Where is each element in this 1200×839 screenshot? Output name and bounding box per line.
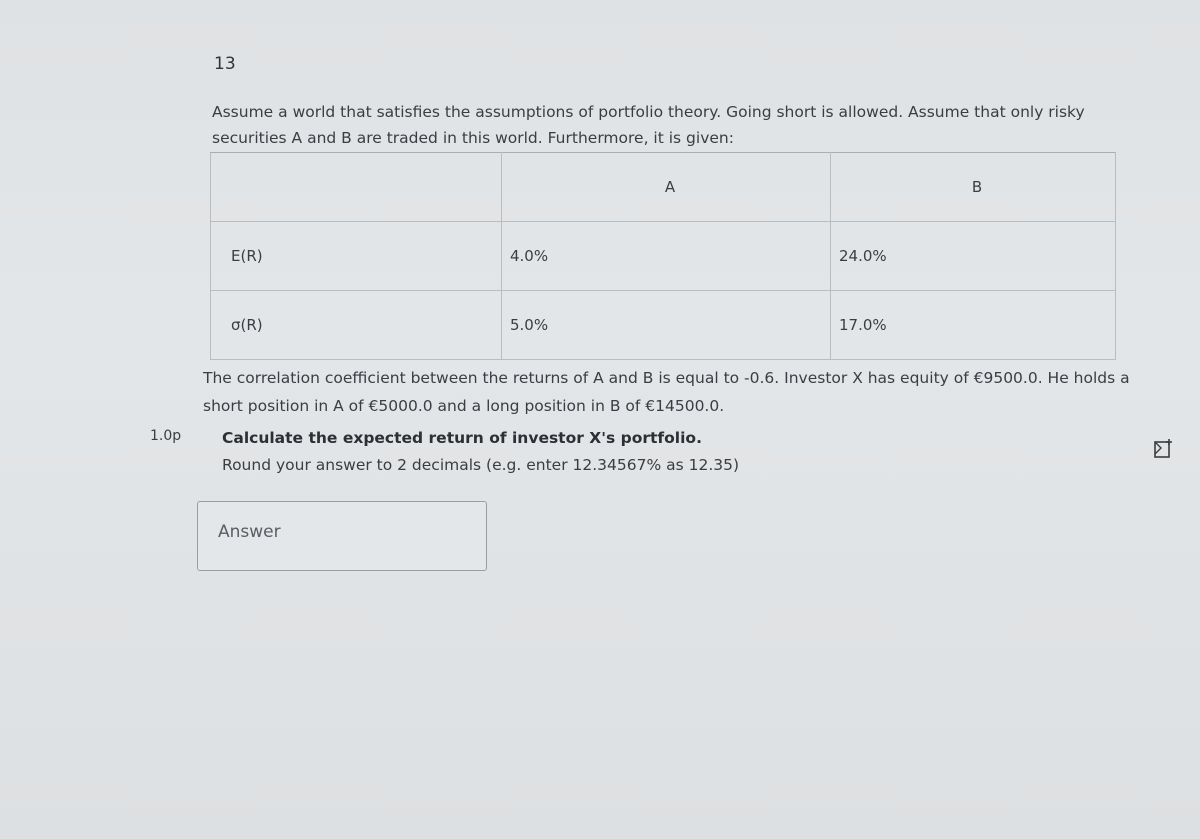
cell-a: 4.0% (502, 222, 831, 291)
row-label: σ(R) (211, 291, 502, 360)
cell-b: 17.0% (831, 291, 1116, 360)
table-header-row (211, 153, 1116, 222)
cell-a: 5.0% (502, 291, 831, 360)
table-row (211, 291, 1116, 360)
answer-input[interactable]: Answer (197, 501, 487, 571)
question-number: 13 (214, 54, 236, 74)
row-label: E(R) (211, 222, 502, 291)
table-header-b: B (831, 153, 1116, 222)
cell-b: 24.0% (831, 222, 1116, 291)
question-points: 1.0p (150, 428, 182, 444)
correlation-text: The correlation coefficient between the returns of A and B is equal to -0.6. Investor X has equity of €9500.0. He holds a short position in A of €5000.0 and a long position in B of €14500.0. (203, 369, 1130, 415)
table-header-a: A (502, 153, 831, 222)
flag-question-icon[interactable] (1152, 438, 1174, 460)
task-block (222, 425, 739, 479)
task-instruction: Round your answer to 2 decimals (e.g. enter 12.34567% as 12.35) (222, 456, 740, 474)
question-intro: Assume a world that satisfies the assumptions of portfolio theory. Going short is allowed. Assume that only risky securities A and B are traded in this world. Furthermore, it is given: (212, 103, 1085, 147)
task-question: Calculate the expected return of investor X's portfolio. (222, 429, 702, 447)
table-row (211, 222, 1116, 291)
given-data-table (210, 152, 1116, 360)
table-header-empty (211, 153, 502, 222)
